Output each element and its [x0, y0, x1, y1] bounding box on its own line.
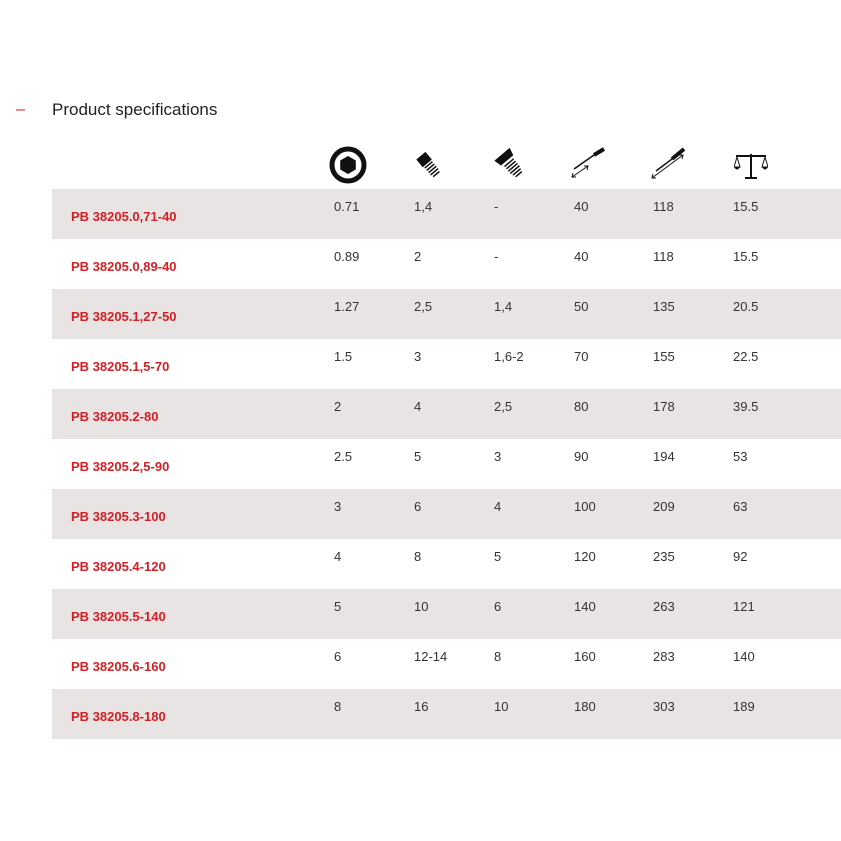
product-name: PB 38205.1,5-70: [71, 359, 170, 374]
total-length-value: 263: [651, 589, 731, 639]
hex-size-value: 1.5: [334, 349, 353, 364]
weight-value: 22.5: [733, 349, 759, 364]
total-length-value: 118: [653, 249, 674, 264]
screw-head-value: 5: [494, 549, 502, 564]
screw-head-value: 8: [494, 649, 502, 664]
weight-value: 140: [733, 649, 755, 664]
product-name: PB 38205.1,27-50: [52, 289, 332, 339]
blade-length-value: 120: [574, 549, 596, 564]
product-name: PB 38205.6-160: [71, 659, 166, 674]
weight-value: 189: [731, 689, 841, 739]
table-row: [52, 589, 841, 639]
thread-size-value: 16: [412, 689, 492, 739]
screw-head-value: -: [494, 249, 499, 264]
product-name: PB 38205.8-180: [52, 689, 332, 739]
table-row: [52, 439, 841, 489]
blade-length-value: 90: [574, 449, 589, 464]
table-row: [52, 239, 841, 289]
thread-size-value: 6: [412, 489, 492, 539]
thread-size-value: 3: [414, 349, 422, 364]
weight-value: 92: [733, 549, 748, 564]
table-row: [52, 539, 841, 589]
weight-value: 20.5: [731, 289, 841, 339]
screw-head-value: -: [492, 189, 571, 239]
weight-value: 53: [733, 449, 748, 464]
blade-length-value: 100: [571, 489, 651, 539]
table-row: [52, 489, 841, 539]
blade-length-value: 160: [574, 649, 596, 664]
product-name: PB 38205.4-120: [71, 559, 166, 574]
hex-size-value: 2: [332, 389, 412, 439]
thread-size-value: 1,4: [412, 189, 492, 239]
weight-value: 121: [731, 589, 841, 639]
section-header: [16, 100, 217, 120]
hex-size-value: 0.89: [334, 249, 360, 264]
hex-size-value: 0.71: [332, 189, 412, 239]
product-name: PB 38205.2-80: [52, 389, 332, 439]
screw-head-value: 6: [492, 589, 571, 639]
thread-size-value: 2,5: [412, 289, 492, 339]
total-length-value: 235: [653, 549, 675, 564]
weight-value: 39.5: [731, 389, 841, 439]
total-length-value: 303: [651, 689, 731, 739]
thread-size-value: 4: [412, 389, 492, 439]
screw-head-value: 1,6-2: [494, 349, 524, 364]
screw-head-value: 3: [494, 449, 502, 464]
blade-length-value: 140: [571, 589, 651, 639]
screw-head-value: 4: [492, 489, 571, 539]
hex-size-value: 4: [334, 549, 342, 564]
screw-head-value: 1,4: [492, 289, 571, 339]
blade-length-value: 180: [571, 689, 651, 739]
total-length-value: 194: [653, 449, 675, 464]
total-length-value: 283: [653, 649, 675, 664]
blade-length-value: 50: [571, 289, 651, 339]
blade-length-icon: [570, 145, 606, 185]
hex-size-value: 8: [332, 689, 412, 739]
total-length-value: 209: [651, 489, 731, 539]
hex-size-value: 1.27: [332, 289, 412, 339]
total-length-icon: [650, 145, 686, 185]
hex-size-value: 2.5: [334, 449, 353, 464]
weight-value: 15.5: [731, 189, 841, 239]
weight-value: 15.5: [733, 249, 759, 264]
product-name: PB 38205.0,71-40: [52, 189, 332, 239]
thread-size-value: 8: [414, 549, 422, 564]
screw-head-value: 10: [492, 689, 571, 739]
thread-size-value: 2: [414, 249, 422, 264]
hex-size-value: 5: [332, 589, 412, 639]
product-name: PB 38205.3-100: [52, 489, 332, 539]
section-title: Product specifications: [52, 100, 218, 119]
weight-value: 63: [731, 489, 841, 539]
spec-icon-row: [0, 145, 841, 185]
table-row: [52, 389, 841, 439]
table-row: [52, 339, 841, 389]
weight-scale-icon: [734, 145, 768, 185]
blade-length-value: 80: [571, 389, 651, 439]
section-dash: –: [16, 101, 25, 118]
thread-size-value: 10: [412, 589, 492, 639]
blade-length-value: 70: [574, 349, 589, 364]
blade-length-value: 40: [574, 249, 589, 264]
hex-size-value: 3: [332, 489, 412, 539]
product-name: PB 38205.5-140: [52, 589, 332, 639]
product-name: PB 38205.2,5-90: [71, 459, 170, 474]
blade-length-value: 40: [571, 189, 651, 239]
thread-size-value: 12-14: [414, 649, 448, 664]
hex-size-value: 6: [334, 649, 342, 664]
total-length-value: 178: [651, 389, 731, 439]
table-row: [52, 189, 841, 239]
thread-size-icon: [413, 145, 447, 185]
total-length-value: 135: [651, 289, 731, 339]
table-row: [52, 639, 841, 689]
screw-head-icon: [493, 145, 529, 185]
total-length-value: 118: [651, 189, 731, 239]
hex-profile-icon: [329, 145, 367, 185]
total-length-value: 155: [653, 349, 675, 364]
spec-table: [52, 189, 841, 739]
table-row: [52, 689, 841, 739]
screw-head-value: 2,5: [492, 389, 571, 439]
product-name: PB 38205.0,89-40: [71, 259, 177, 274]
thread-size-value: 5: [414, 449, 422, 464]
table-row: [52, 289, 841, 339]
